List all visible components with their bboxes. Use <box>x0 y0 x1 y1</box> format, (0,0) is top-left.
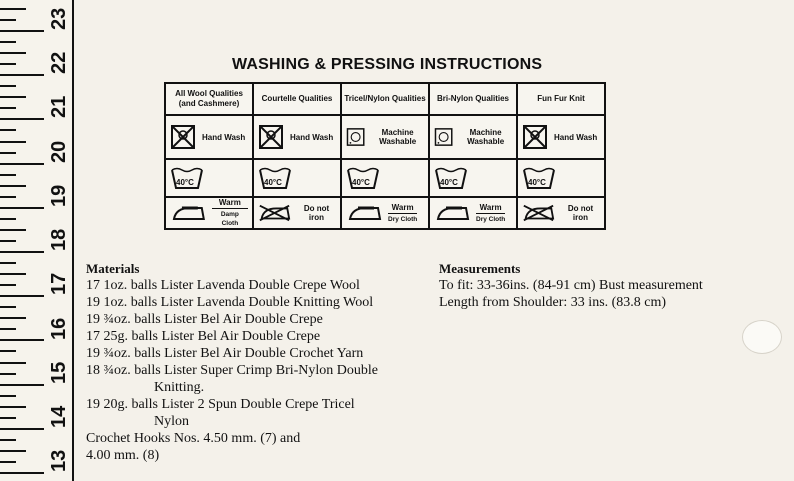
ruler-tick <box>0 174 16 176</box>
wash-label: Machine Washable <box>467 128 505 146</box>
temperature-label: 40°C <box>528 178 546 187</box>
wash-row <box>165 115 605 159</box>
ruler-number: 23 <box>48 7 70 30</box>
ruler-number: 19 <box>48 184 70 207</box>
temperature-label: 40°C <box>176 178 194 187</box>
punched-hole <box>742 320 782 354</box>
ruler-tick <box>0 306 16 308</box>
ruler-tick <box>0 240 16 242</box>
ruler-tick <box>0 163 44 165</box>
measurements-section <box>439 260 703 311</box>
ruler-number: 16 <box>48 317 70 340</box>
materials-line: 19 ¾oz. balls Lister Bel Air Double Crochet Yarn <box>86 346 364 361</box>
iron-icon <box>170 204 206 222</box>
header-cell: Tricel/Nylon Qualities <box>341 83 429 115</box>
ruler-tick <box>0 317 26 319</box>
ruler-tick <box>0 339 44 341</box>
ruler-number: 17 <box>48 272 70 295</box>
materials-line: Crochet Hooks Nos. 4.50 mm. (7) and <box>86 431 301 446</box>
temperature-label: 40°C <box>264 178 282 187</box>
iron-row <box>165 197 605 229</box>
materials-line: Nylon <box>154 414 189 429</box>
ruler-tick <box>0 52 26 54</box>
materials-heading: Materials <box>86 261 140 276</box>
ruler-tick <box>0 362 26 364</box>
hand-wash-icon <box>170 124 196 150</box>
ruler-tick <box>0 129 16 131</box>
temperature-label: 40°C <box>352 178 370 187</box>
ruler-tick <box>0 152 16 154</box>
materials-line: 17 1oz. balls Lister Lavenda Double Crepe Wool <box>86 278 360 293</box>
ruler-tick <box>0 8 26 10</box>
ruler-number: 13 <box>48 449 70 472</box>
materials-line: 18 ¾oz. balls Lister Super Crimp Bri-Nylon Double <box>86 363 379 378</box>
header-cell: All Wool Qualities (and Cashmere) <box>165 83 253 115</box>
ruler-tick <box>0 207 44 209</box>
materials-section <box>86 260 378 464</box>
ruler-tick <box>0 450 26 452</box>
ruler-tick <box>0 218 16 220</box>
iron-icon <box>346 204 382 222</box>
do-not-iron-icon <box>522 204 555 222</box>
iron-note: Damp Cloth <box>212 208 248 228</box>
iron-label: Do not iron <box>567 204 594 222</box>
ruler-number: 22 <box>48 51 70 74</box>
washing-machine-icon <box>346 124 365 150</box>
page-title: WASHING & PRESSING INSTRUCTIONS <box>232 56 543 73</box>
ruler-tick <box>0 96 26 98</box>
do-not-iron-icon <box>258 204 291 222</box>
ruler-number: 14 <box>48 405 70 428</box>
iron-label: Warm <box>218 198 241 207</box>
header-cell: Fun Fur Knit <box>517 83 605 115</box>
ruler-tick <box>0 107 16 109</box>
ruler-tick <box>0 74 44 76</box>
iron-label: Warm <box>391 202 414 212</box>
ruler-tick <box>0 439 16 441</box>
materials-line: 19 ¾oz. balls Lister Bel Air Double Crepe <box>86 312 323 327</box>
ruler-tick <box>0 185 26 187</box>
iron-icon <box>434 204 470 222</box>
ruler-tick <box>0 63 16 65</box>
ruler-tick <box>0 384 44 386</box>
ruler-tick <box>0 196 16 198</box>
materials-line: 19 1oz. balls Lister Lavenda Double Knitting Wool <box>86 295 374 310</box>
materials-line: 4.00 mm. (8) <box>86 448 160 463</box>
ruler-tick <box>0 284 16 286</box>
hand-wash-icon <box>522 124 548 150</box>
iron-label: Warm <box>479 202 502 212</box>
ruler-tick <box>0 428 44 430</box>
ruler-tick <box>0 251 44 253</box>
ruler-tick <box>0 19 16 21</box>
measurements-line: Length from Shoulder: 33 ins. (83.8 cm) <box>439 295 667 310</box>
header-cell: Bri-Nylon Qualities <box>429 83 517 115</box>
ruler-tick <box>0 229 26 231</box>
ruler-tick <box>0 373 16 375</box>
materials-line: Knitting. <box>154 380 205 395</box>
materials-line: 19 20g. balls Lister 2 Spun Double Crepe Tricel <box>86 397 355 412</box>
ruler-tick <box>0 461 16 463</box>
measurements-heading: Measurements <box>439 261 521 276</box>
ruler-tick <box>0 262 16 264</box>
iron-note: Dry Cloth <box>388 213 417 224</box>
ruler-tick <box>0 30 44 32</box>
header-cell: Courtelle Qualities <box>253 83 341 115</box>
materials-line: 17 25g. balls Lister Bel Air Double Crepe <box>86 329 321 344</box>
measuring-ruler <box>0 0 74 481</box>
ruler-tick <box>0 41 16 43</box>
ruler-tick <box>0 350 16 352</box>
wash-label: Hand Wash <box>554 132 598 142</box>
temperature-row <box>165 159 605 197</box>
care-instructions-table <box>164 82 606 230</box>
ruler-tick <box>0 85 16 87</box>
ruler-tick <box>0 118 44 120</box>
iron-label: Do not iron <box>303 204 330 222</box>
ruler-tick <box>0 472 44 474</box>
measurements-line: To fit: 33-36ins. (84-91 cm) Bust measurement <box>439 278 703 293</box>
ruler-tick <box>0 273 26 275</box>
fiber-header-row <box>165 83 605 115</box>
wash-label: Hand Wash <box>202 132 246 142</box>
hand-wash-icon <box>258 124 284 150</box>
temperature-label: 40°C <box>440 178 458 187</box>
wash-label: Hand Wash <box>290 132 334 142</box>
ruler-tick <box>0 328 16 330</box>
ruler-number: 15 <box>48 361 70 384</box>
ruler-tick <box>0 417 16 419</box>
washing-machine-icon <box>434 124 453 150</box>
ruler-tick <box>0 406 26 408</box>
iron-note: Dry Cloth <box>476 213 505 224</box>
wash-label: Machine Washable <box>379 128 417 146</box>
ruler-tick <box>0 295 44 297</box>
ruler-tick <box>0 395 16 397</box>
ruler-number: 20 <box>48 140 70 163</box>
ruler-number: 18 <box>48 228 70 251</box>
ruler-number: 21 <box>48 95 70 118</box>
ruler-tick <box>0 141 26 143</box>
